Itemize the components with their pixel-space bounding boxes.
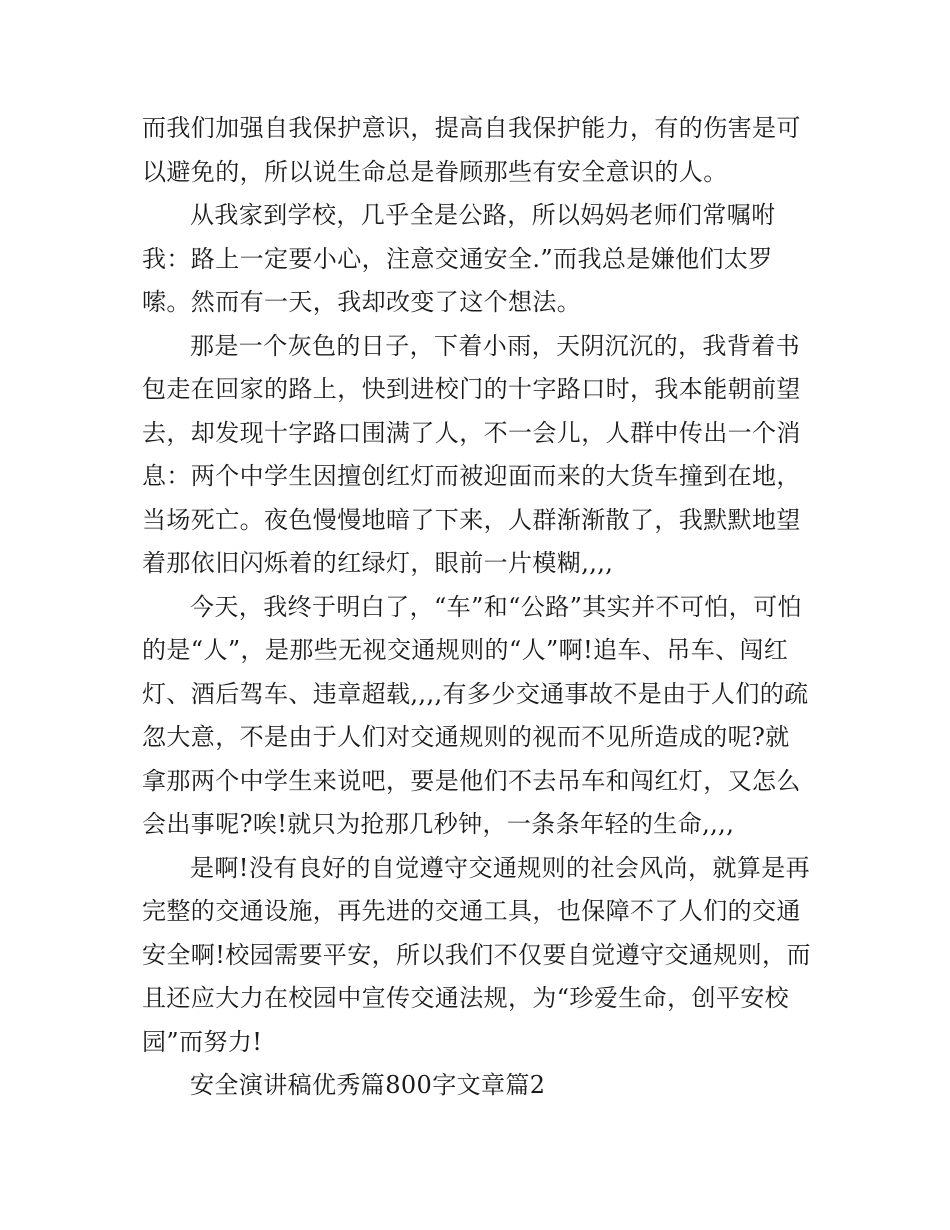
paragraph-5: 是啊!没有良好的自觉遵守交通规则的社会风尚，就算是再完整的交通设施，再先进的交通工具，也保障不了人们的交通安全啊!校园需要平安，所以我们不仅要自觉遵守交通规则，而且还应大力在校园中宣传交通法规，为“珍爱生命，创平安校园”而努力!	[142, 853, 811, 1056]
paragraph-4: 今天，我终于明白了，“车”和“公路”其实并不可怕，可怕的是“人”，是那些无视交通规则的“人”啊!追车、吊车、闯红灯、酒后驾车、违章超载,,,,有多少交通事故不是由于人们的疏忽大意，不是由于人们对交通规则的视而不见所造成的呢?就拿那两个中学生来说吧，要是他们不去吊车和闯红灯，又怎么会出事呢?唉!就只为抢那几秒钟，一条条年轻的生命,,,,	[142, 592, 809, 838]
document-body	[142, 107, 814, 1108]
section-heading: 安全演讲稿优秀篇800字文章篇2	[190, 1071, 546, 1099]
paragraph-1: 而我们加强自我保护意识，提高自我保护能力，有的伤害是可以避免的，所以说生命总是眷顾那些有安全意识的人。	[142, 114, 801, 186]
paragraph-2: 从我家到学校，几乎全是公路，所以妈妈老师们常嘱咐我：路上一定要小心，注意交通安全.”而我总是嫌他们太罗嗦。然而有一天，我却改变了这个想法。	[142, 201, 776, 316]
paragraph-3: 那是一个灰色的日子，下着小雨，天阴沉沉的，我背着书包走在回家的路上，快到进校门的十字路口时，我本能朝前望去，却发现十字路口围满了人，不一会儿，人群中传出一个消息：两个中学生因擅创红灯而被迎面而来的大货车撞到在地，当场死亡。夜色慢慢地暗了下来，人群渐渐散了，我默默地望着那依旧闪烁着的红绿灯，眼前一片模糊,,,,	[142, 331, 801, 577]
